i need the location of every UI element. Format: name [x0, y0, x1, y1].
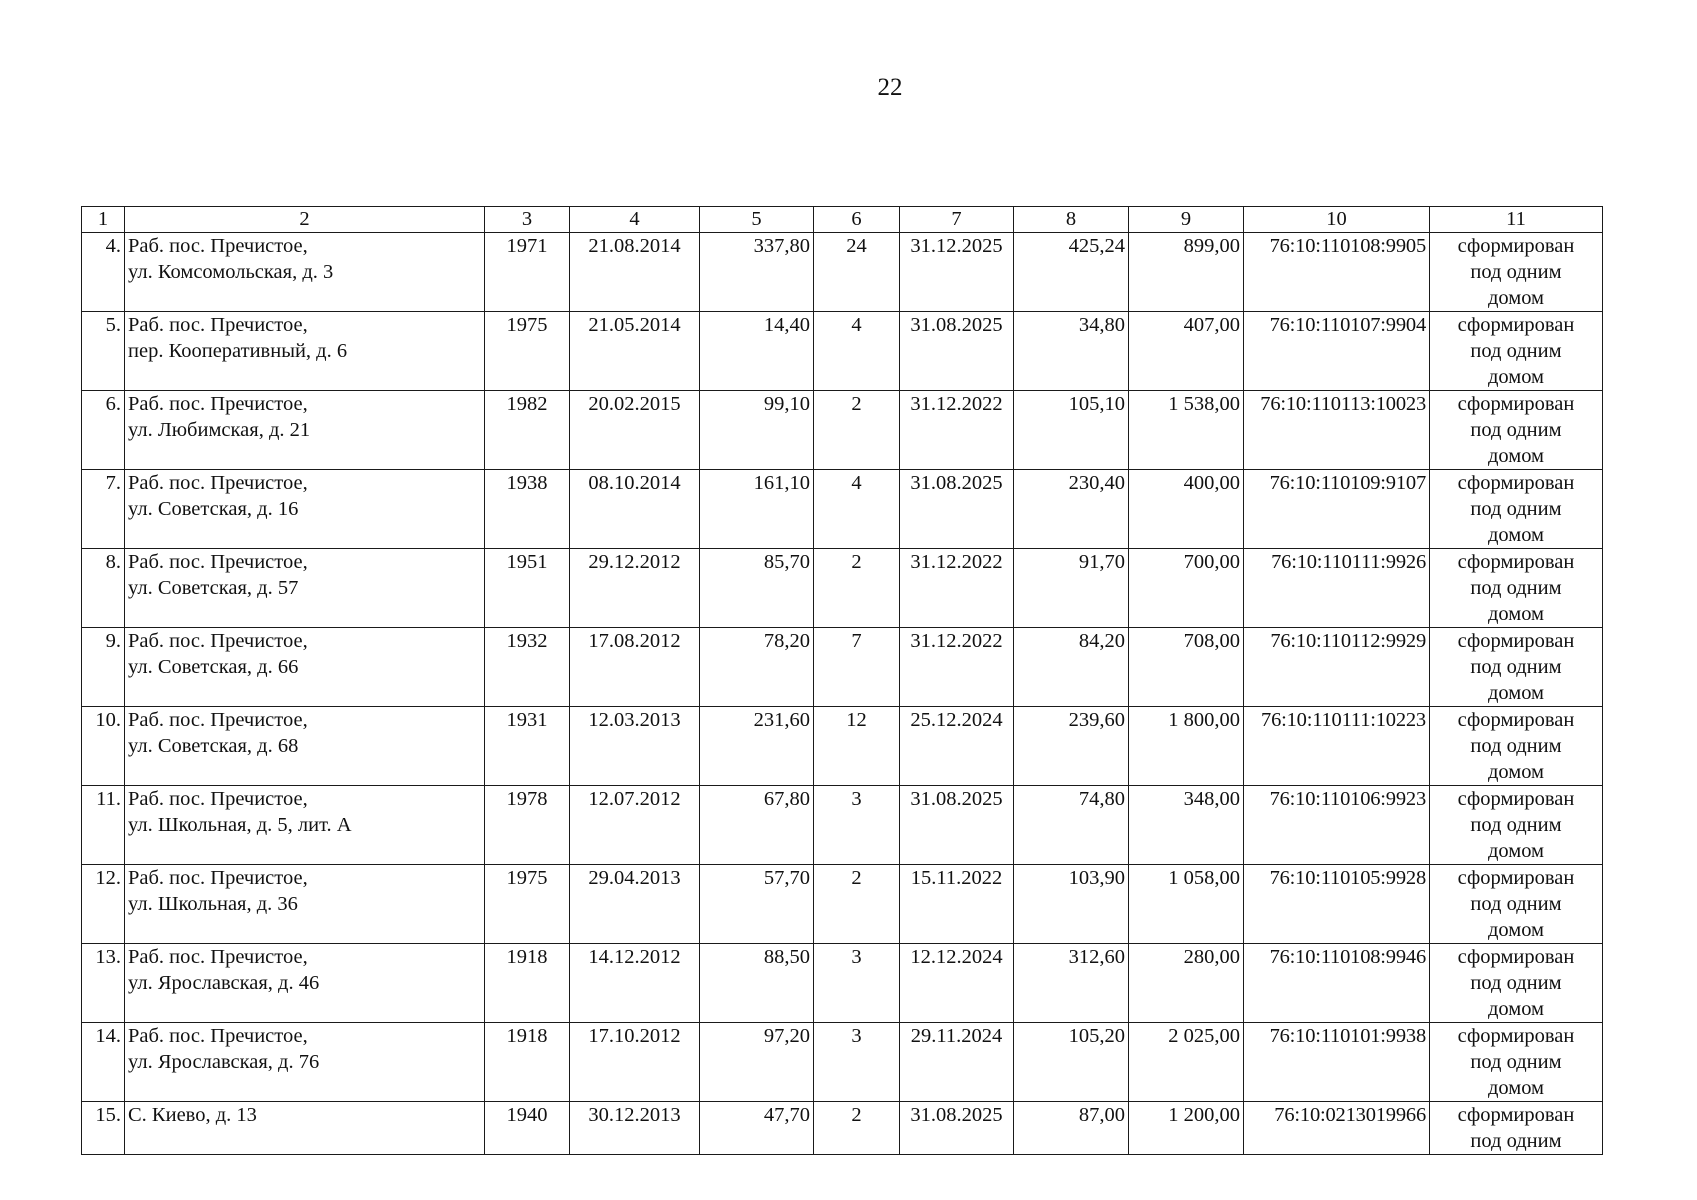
address-line-1: С. Киево, д. 13: [128, 1104, 257, 1126]
column-number-row: [82, 207, 1603, 233]
cadastral-number-cell: 76:10:110107:9904: [1244, 312, 1430, 391]
cadastral-number-cell: 76:10:110112:9929: [1244, 628, 1430, 707]
land-area-cell: 1 200,00: [1129, 1102, 1244, 1155]
land-area-cell: 400,00: [1129, 470, 1244, 549]
row-number: 15.: [82, 1102, 125, 1155]
table-row: [82, 470, 1603, 549]
year-cell: 1951: [485, 549, 570, 628]
total-area-cell: 312,60: [1014, 944, 1129, 1023]
year-cell: 1971: [485, 233, 570, 312]
table-row: [82, 233, 1603, 312]
address-line-2: ул. Советская, д. 57: [128, 577, 299, 599]
status-line-1: сформирован: [1457, 630, 1575, 652]
address-cell: [125, 1023, 485, 1102]
land-area-cell: 407,00: [1129, 312, 1244, 391]
total-area-cell: 103,90: [1014, 865, 1129, 944]
status-line-1: сформирован: [1457, 946, 1575, 968]
row-number: 9.: [82, 628, 125, 707]
address-cell: [125, 312, 485, 391]
total-area-cell: 84,20: [1014, 628, 1129, 707]
cadastral-number-cell: 76:10:0213019966: [1244, 1102, 1430, 1155]
status-line-3: домом: [1487, 998, 1545, 1020]
address-line-2: ул. Советская, д. 16: [128, 498, 299, 520]
total-area-cell: 74,80: [1014, 786, 1129, 865]
area-cell: 161,10: [700, 470, 814, 549]
address-line-2: ул. Ярославская, д. 76: [128, 1051, 320, 1073]
address-cell: [125, 470, 485, 549]
row-number: 11.: [82, 786, 125, 865]
address-cell: [125, 391, 485, 470]
column-header: 11: [1430, 207, 1603, 233]
table-row: [82, 549, 1603, 628]
cadastral-number-cell: 76:10:110108:9946: [1244, 944, 1430, 1023]
cadastral-number-cell: 76:10:110108:9905: [1244, 233, 1430, 312]
status-line-1: сформирован: [1457, 551, 1575, 573]
count-cell: 2: [814, 549, 900, 628]
column-header: 3: [485, 207, 570, 233]
land-status-cell: [1430, 1102, 1603, 1155]
land-area-cell: 700,00: [1129, 549, 1244, 628]
year-cell: 1975: [485, 865, 570, 944]
status-line-2: под одним: [1470, 735, 1562, 757]
date-cell: 12.07.2012: [570, 786, 700, 865]
status-line-3: домом: [1487, 1077, 1545, 1099]
status-line-1: сформирован: [1457, 314, 1575, 336]
address-line-2: ул. Любимская, д. 21: [128, 419, 311, 441]
column-header: 9: [1129, 207, 1244, 233]
address-cell: [125, 707, 485, 786]
land-status-cell: [1430, 707, 1603, 786]
cadastral-number-cell: 76:10:110105:9928: [1244, 865, 1430, 944]
address-cell: [125, 549, 485, 628]
table-row: [82, 312, 1603, 391]
address-cell: [125, 628, 485, 707]
year-cell: 1931: [485, 707, 570, 786]
table-row: [82, 786, 1603, 865]
year-cell: 1982: [485, 391, 570, 470]
housing-registry-table: [81, 206, 1603, 1155]
column-header: 2: [125, 207, 485, 233]
area-cell: 99,10: [700, 391, 814, 470]
deadline-date-cell: 31.08.2025: [900, 470, 1014, 549]
address-line-2: пер. Кооперативный, д. 6: [128, 340, 348, 362]
status-line-1: сформирован: [1457, 1104, 1575, 1126]
address-line-2: ул. Школьная, д. 5, лит. А: [128, 814, 352, 836]
row-number: 7.: [82, 470, 125, 549]
count-cell: 24: [814, 233, 900, 312]
land-area-cell: 1 800,00: [1129, 707, 1244, 786]
address-line-2: ул. Комсомольская, д. 3: [128, 261, 334, 283]
deadline-date-cell: 31.12.2022: [900, 549, 1014, 628]
land-status-cell: [1430, 944, 1603, 1023]
deadline-date-cell: 31.12.2022: [900, 391, 1014, 470]
status-line-1: сформирован: [1457, 393, 1575, 415]
address-cell: [125, 233, 485, 312]
year-cell: 1938: [485, 470, 570, 549]
row-number: 12.: [82, 865, 125, 944]
address-cell: [125, 944, 485, 1023]
table-row: [82, 628, 1603, 707]
row-number: 4.: [82, 233, 125, 312]
column-header: 8: [1014, 207, 1129, 233]
address-line-1: Раб. пос. Пречистое,: [128, 788, 308, 810]
status-line-2: под одним: [1470, 893, 1562, 915]
address-line-1: Раб. пос. Пречистое,: [128, 946, 308, 968]
table-row: [82, 707, 1603, 786]
status-line-3: домом: [1487, 287, 1545, 309]
column-header: 6: [814, 207, 900, 233]
date-cell: 29.12.2012: [570, 549, 700, 628]
status-line-3: домом: [1487, 366, 1545, 388]
address-cell: [125, 1102, 485, 1155]
area-cell: 67,80: [700, 786, 814, 865]
status-line-1: сформирован: [1457, 867, 1575, 889]
table-row: [82, 1102, 1603, 1155]
date-cell: 17.10.2012: [570, 1023, 700, 1102]
year-cell: 1932: [485, 628, 570, 707]
date-cell: 30.12.2013: [570, 1102, 700, 1155]
status-line-3: домом: [1487, 761, 1545, 783]
date-cell: 21.05.2014: [570, 312, 700, 391]
land-status-cell: [1430, 865, 1603, 944]
total-area-cell: 87,00: [1014, 1102, 1129, 1155]
area-cell: 78,20: [700, 628, 814, 707]
column-header: 5: [700, 207, 814, 233]
land-status-cell: [1430, 786, 1603, 865]
cadastral-number-cell: 76:10:110113:10023: [1244, 391, 1430, 470]
land-status-cell: [1430, 233, 1603, 312]
table-row: [82, 944, 1603, 1023]
area-cell: 88,50: [700, 944, 814, 1023]
status-line-1: сформирован: [1457, 709, 1575, 731]
column-header: 1: [82, 207, 125, 233]
table-row: [82, 865, 1603, 944]
deadline-date-cell: 31.08.2025: [900, 312, 1014, 391]
status-line-3: домом: [1487, 919, 1545, 941]
status-line-1: сформирован: [1457, 235, 1575, 257]
address-line-1: Раб. пос. Пречистое,: [128, 393, 308, 415]
deadline-date-cell: 12.12.2024: [900, 944, 1014, 1023]
address-line-2: ул. Советская, д. 68: [128, 735, 299, 757]
row-number: 8.: [82, 549, 125, 628]
status-line-2: под одним: [1470, 261, 1562, 283]
deadline-date-cell: 31.08.2025: [900, 1102, 1014, 1155]
land-status-cell: [1430, 470, 1603, 549]
total-area-cell: 239,60: [1014, 707, 1129, 786]
row-number: 5.: [82, 312, 125, 391]
area-cell: 47,70: [700, 1102, 814, 1155]
status-line-1: сформирован: [1457, 788, 1575, 810]
column-header: 4: [570, 207, 700, 233]
land-area-cell: 899,00: [1129, 233, 1244, 312]
land-area-cell: 708,00: [1129, 628, 1244, 707]
cadastral-number-cell: 76:10:110111:9926: [1244, 549, 1430, 628]
address-line-1: Раб. пос. Пречистое,: [128, 630, 308, 652]
row-number: 13.: [82, 944, 125, 1023]
area-cell: 97,20: [700, 1023, 814, 1102]
count-cell: 12: [814, 707, 900, 786]
deadline-date-cell: 31.12.2025: [900, 233, 1014, 312]
total-area-cell: 91,70: [1014, 549, 1129, 628]
status-line-1: сформирован: [1457, 1025, 1575, 1047]
total-area-cell: 425,24: [1014, 233, 1129, 312]
status-line-3: домом: [1487, 682, 1545, 704]
status-line-2: под одним: [1470, 972, 1562, 994]
total-area-cell: 105,20: [1014, 1023, 1129, 1102]
page-number: 22: [877, 74, 903, 101]
address-line-1: Раб. пос. Пречистое,: [128, 314, 308, 336]
date-cell: 14.12.2012: [570, 944, 700, 1023]
address-line-1: Раб. пос. Пречистое,: [128, 472, 308, 494]
date-cell: 29.04.2013: [570, 865, 700, 944]
count-cell: 3: [814, 786, 900, 865]
land-area-cell: 280,00: [1129, 944, 1244, 1023]
status-line-1: сформирован: [1457, 472, 1575, 494]
area-cell: 85,70: [700, 549, 814, 628]
land-status-cell: [1430, 391, 1603, 470]
status-line-2: под одним: [1470, 577, 1562, 599]
area-cell: 57,70: [700, 865, 814, 944]
deadline-date-cell: 29.11.2024: [900, 1023, 1014, 1102]
status-line-2: под одним: [1470, 340, 1562, 362]
cadastral-number-cell: 76:10:110109:9107: [1244, 470, 1430, 549]
land-status-cell: [1430, 1023, 1603, 1102]
row-number: 10.: [82, 707, 125, 786]
address-cell: [125, 865, 485, 944]
address-line-1: Раб. пос. Пречистое,: [128, 551, 308, 573]
area-cell: 231,60: [700, 707, 814, 786]
year-cell: 1975: [485, 312, 570, 391]
status-line-3: домом: [1487, 603, 1545, 625]
status-line-2: под одним: [1470, 1130, 1562, 1152]
land-area-cell: 1 058,00: [1129, 865, 1244, 944]
address-line-2: ул. Ярославская, д. 46: [128, 972, 320, 994]
row-number: 14.: [82, 1023, 125, 1102]
count-cell: 4: [814, 470, 900, 549]
total-area-cell: 230,40: [1014, 470, 1129, 549]
address-line-1: Раб. пос. Пречистое,: [128, 709, 308, 731]
land-area-cell: 348,00: [1129, 786, 1244, 865]
count-cell: 7: [814, 628, 900, 707]
land-area-cell: 2 025,00: [1129, 1023, 1244, 1102]
date-cell: 21.08.2014: [570, 233, 700, 312]
count-cell: 3: [814, 944, 900, 1023]
address-line-1: Раб. пос. Пречистое,: [128, 235, 308, 257]
column-header: 7: [900, 207, 1014, 233]
status-line-3: домом: [1487, 445, 1545, 467]
land-status-cell: [1430, 549, 1603, 628]
land-status-cell: [1430, 628, 1603, 707]
date-cell: 12.03.2013: [570, 707, 700, 786]
address-line-1: Раб. пос. Пречистое,: [128, 1025, 308, 1047]
column-header: 10: [1244, 207, 1430, 233]
area-cell: 14,40: [700, 312, 814, 391]
deadline-date-cell: 25.12.2024: [900, 707, 1014, 786]
status-line-2: под одним: [1470, 656, 1562, 678]
count-cell: 2: [814, 1102, 900, 1155]
address-line-1: Раб. пос. Пречистое,: [128, 867, 308, 889]
status-line-2: под одним: [1470, 1051, 1562, 1073]
year-cell: 1940: [485, 1102, 570, 1155]
status-line-3: домом: [1487, 840, 1545, 862]
table-row: [82, 391, 1603, 470]
deadline-date-cell: 31.08.2025: [900, 786, 1014, 865]
table-row: [82, 1023, 1603, 1102]
land-status-cell: [1430, 312, 1603, 391]
status-line-2: под одним: [1470, 498, 1562, 520]
deadline-date-cell: 31.12.2022: [900, 628, 1014, 707]
deadline-date-cell: 15.11.2022: [900, 865, 1014, 944]
count-cell: 3: [814, 1023, 900, 1102]
cadastral-number-cell: 76:10:110106:9923: [1244, 786, 1430, 865]
land-area-cell: 1 538,00: [1129, 391, 1244, 470]
date-cell: 08.10.2014: [570, 470, 700, 549]
count-cell: 4: [814, 312, 900, 391]
year-cell: 1978: [485, 786, 570, 865]
area-cell: 337,80: [700, 233, 814, 312]
count-cell: 2: [814, 391, 900, 470]
count-cell: 2: [814, 865, 900, 944]
total-area-cell: 34,80: [1014, 312, 1129, 391]
status-line-2: под одним: [1470, 814, 1562, 836]
status-line-2: под одним: [1470, 419, 1562, 441]
status-line-3: домом: [1487, 524, 1545, 546]
address-cell: [125, 786, 485, 865]
cadastral-number-cell: 76:10:110111:10223: [1244, 707, 1430, 786]
address-line-2: ул. Школьная, д. 36: [128, 893, 298, 915]
total-area-cell: 105,10: [1014, 391, 1129, 470]
cadastral-number-cell: 76:10:110101:9938: [1244, 1023, 1430, 1102]
address-line-2: ул. Советская, д. 66: [128, 656, 299, 678]
year-cell: 1918: [485, 1023, 570, 1102]
year-cell: 1918: [485, 944, 570, 1023]
date-cell: 17.08.2012: [570, 628, 700, 707]
date-cell: 20.02.2015: [570, 391, 700, 470]
row-number: 6.: [82, 391, 125, 470]
